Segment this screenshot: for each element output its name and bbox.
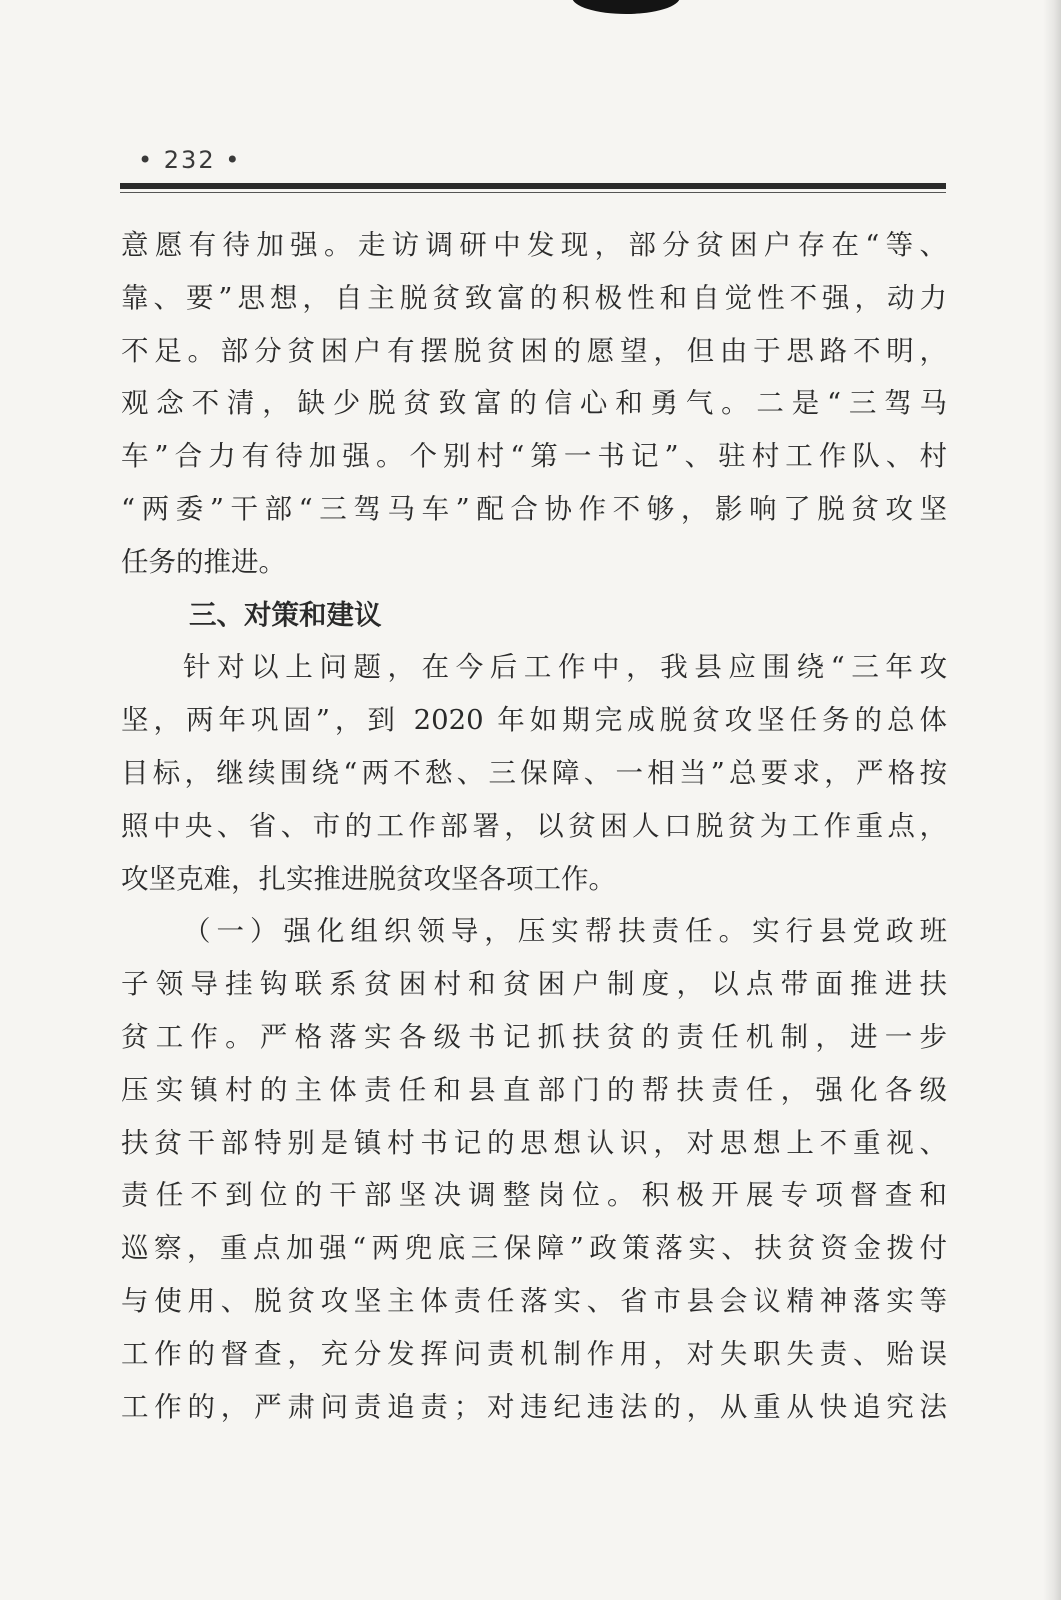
header-rule <box>120 183 946 189</box>
scan-blot <box>572 0 680 14</box>
text-line: 巡察，重点加强“两兜底三保障”政策落实、扶贫资金拨付 <box>121 1232 947 1265</box>
text-line: 子领导挂钩联系贫困村和贫困户制度，以点带面推进扶 <box>121 968 947 1001</box>
page-edge-shadow <box>1043 0 1061 1600</box>
text-line: 靠、要”思想，自主脱贫致富的积极性和自觉性不强，动力 <box>121 281 947 314</box>
text-line: 攻坚克难，扎实推进脱贫攻坚各项工作。 <box>121 862 616 895</box>
text-line: （一）强化组织领导，压实帮扶责任。实行县党政班 <box>183 915 947 948</box>
text-line: 与使用、脱贫攻坚主体责任落实、省市县会议精神落实等 <box>121 1284 947 1317</box>
text-line: 目标，继续围绕“两不愁、三保障、一相当”总要求，严格按 <box>121 756 947 789</box>
text-line: 不足。部分贫困户有摆脱贫困的愿望，但由于思路不明， <box>121 334 947 367</box>
text-line: 贫工作。严格落实各级书记抓扶贫的责任机制，进一步 <box>121 1020 947 1053</box>
text-line: 针对以上问题，在今后工作中，我县应围绕“三年攻 <box>183 651 947 684</box>
text-line: 车”合力有待加强。个别村“第一书记”、驻村工作队、村 <box>121 440 947 473</box>
text-line: 责任不到位的干部坚决调整岗位。积极开展专项督查和 <box>121 1179 947 1212</box>
section-heading: 三、对策和建议 <box>189 598 382 631</box>
text-line: 任务的推进。 <box>121 545 286 578</box>
text-line: 意愿有待加强。走访调研中发现，部分贫困户存在“等、 <box>121 229 947 261</box>
text-line: 工作的督查，充分发挥问责机制作用，对失职失责、贻误 <box>121 1337 947 1370</box>
text-line: 照中央、省、市的工作部署，以贫困人口脱贫为工作重点， <box>121 809 947 842</box>
text-line: 坚，两年巩固”，到 2020 年如期完成脱贫攻坚任务的总体 <box>121 704 947 737</box>
text-line: “两委”干部“三驾马车”配合协作不够，影响了脱贫攻坚 <box>121 492 947 525</box>
text-line: 扶贫干部特别是镇村书记的思想认识，对思想上不重视、 <box>121 1126 947 1159</box>
body-text <box>121 219 947 1433</box>
text-line: 工作的，严肃问责追责；对违纪违法的，从重从快追究法 <box>121 1390 947 1423</box>
page-number: • 232 • <box>138 146 242 174</box>
text-line: 观念不清，缺少脱贫致富的信心和勇气。二是“三驾马 <box>121 387 947 420</box>
text-line: 压实镇村的主体责任和县直部门的帮扶责任，强化各级 <box>121 1073 947 1106</box>
